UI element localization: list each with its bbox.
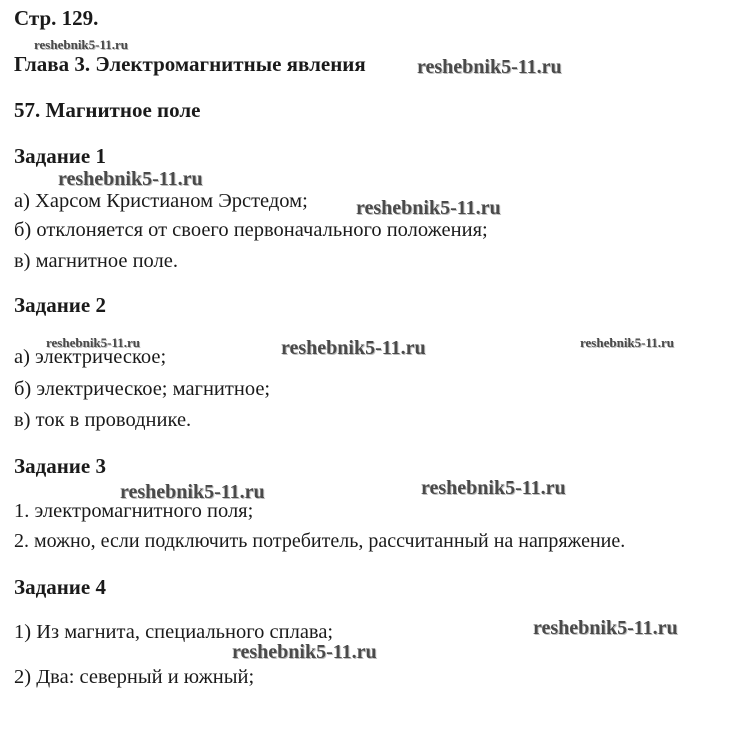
watermark: reshebnik5-11.ru bbox=[417, 56, 562, 78]
watermark: reshebnik5-11.ru bbox=[120, 481, 265, 503]
chapter-title: Глава 3. Электромагнитные явления bbox=[14, 52, 366, 76]
task-1-title: Задание 1 bbox=[14, 144, 106, 168]
watermark: reshebnik5-11.ru bbox=[232, 641, 377, 663]
task-3-answer-2: 2. можно, если подключить потребитель, рассчитанный на напряжение. bbox=[14, 530, 626, 552]
task-2-answer-c: в) ток в проводнике. bbox=[14, 409, 192, 431]
page-ref: Стр. 129. bbox=[14, 6, 99, 30]
task-1-answer-b: б) отклоняется от своего первоначального положения; bbox=[14, 219, 488, 241]
watermark: reshebnik5-11.ru bbox=[58, 168, 203, 190]
task-2-answer-b: б) электрическое; магнитное; bbox=[14, 378, 271, 400]
task-4-title: Задание 4 bbox=[14, 575, 106, 599]
watermark: reshebnik5-11.ru bbox=[46, 335, 141, 350]
task-1-answer-a: а) Харсом Кристианом Эрстедом; bbox=[14, 190, 308, 212]
watermark: reshebnik5-11.ru bbox=[421, 477, 566, 499]
task-4-answer-2: 2) Два: северный и южный; bbox=[14, 666, 255, 688]
task-4-answer-1: 1) Из магнита, специального сплава; bbox=[14, 621, 334, 643]
watermark: reshebnik5-11.ru bbox=[356, 197, 501, 219]
task-2-title: Задание 2 bbox=[14, 293, 106, 317]
watermark: reshebnik5-11.ru bbox=[34, 37, 129, 52]
section-title: 57. Магнитное поле bbox=[14, 98, 201, 122]
watermark: reshebnik5-11.ru bbox=[533, 617, 678, 639]
task-2-answer-a: а) электрическое; bbox=[14, 346, 167, 368]
watermark: reshebnik5-11.ru bbox=[580, 335, 675, 350]
task-1-answer-c: в) магнитное поле. bbox=[14, 250, 178, 272]
task-3-title: Задание 3 bbox=[14, 454, 106, 478]
watermark: reshebnik5-11.ru bbox=[281, 337, 426, 359]
task-3-answer-1: 1. электромагнитного поля; bbox=[14, 500, 254, 522]
